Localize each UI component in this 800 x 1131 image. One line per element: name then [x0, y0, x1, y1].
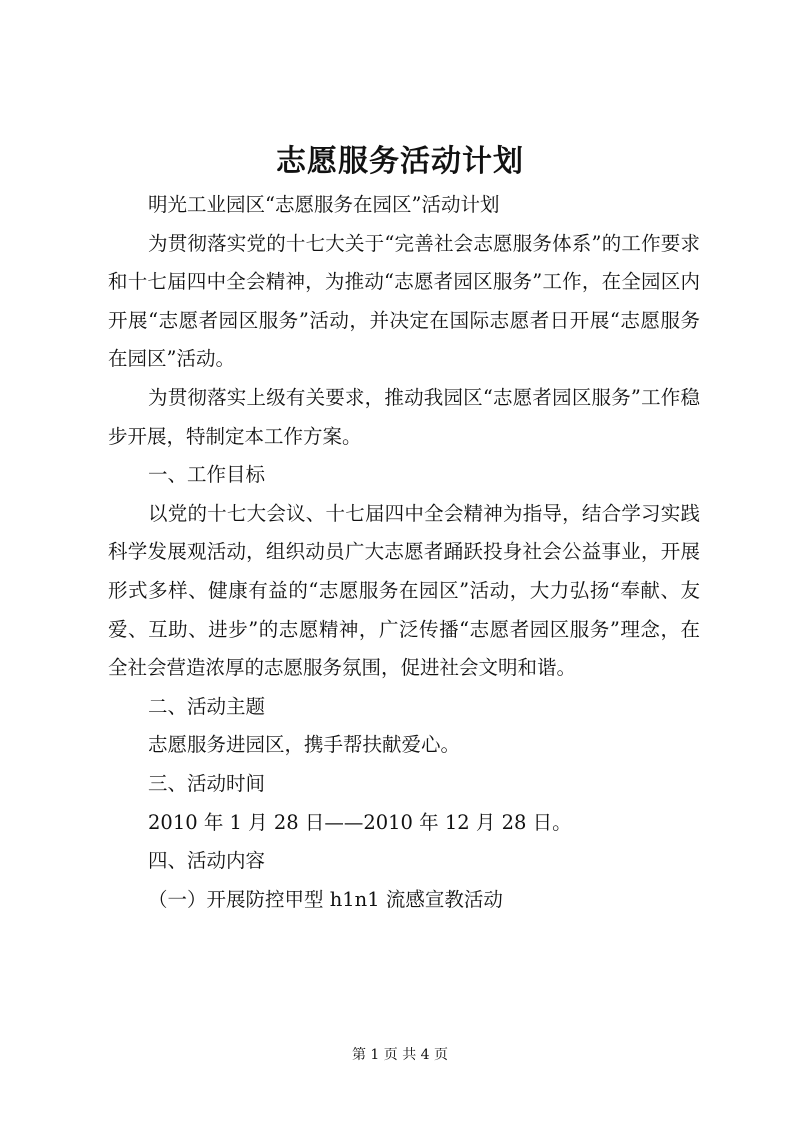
paragraph-subtitle: 明光工业园区“志愿服务在园区”活动计划: [148, 193, 500, 216]
section-heading-time: 三、活动时间: [148, 771, 266, 795]
section-heading-content: 四、活动内容: [148, 849, 266, 873]
document-body: [108, 186, 700, 919]
paragraph-intro: 为贯彻落实党的十七大关于“完善社会志愿服务体系”的工作要求和十七届四中全会精神，为推动“志愿者园区服务”工作，在全园区内开展“志愿者园区服务”活动，并决定在国际志愿者日开展“志愿服务在园区”活动。: [108, 231, 700, 371]
paragraph-theme: 志愿服务进园区，携手帮扶献爱心。: [148, 733, 461, 757]
paragraph-time: 2010 年 1 月 28 日——2010 年 12 月 28 日。: [148, 810, 572, 834]
section-heading-theme: 二、活动主题: [148, 694, 266, 718]
subsection-heading-flu: （一）开展防控甲型 h1n1 流感宣教活动: [148, 887, 503, 911]
paragraph-purpose: 为贯彻落实上级有关要求，推动我园区“志愿者园区服务”工作稳步开展，特制定本工作方案。: [108, 385, 700, 448]
section-heading-goals: 一、工作目标: [148, 463, 266, 487]
page-title: 志愿服务活动计划: [276, 144, 524, 179]
paragraph-goals: 以党的十七大会议、十七届四中全会精神为指导，结合学习实践科学发展观活动，组织动员广大志愿者踊跃投身社会公益事业，开展形式多样、健康有益的“志愿服务在园区”活动，大力弘扬“奉献、友爱、互助、进步”的志愿精神，广泛传播“志愿者园区服务”理念，在全社会营造浓厚的志愿服务氛围，促进社会文明和谐。: [108, 501, 700, 680]
page-footer: 第 1 页 共 4 页: [351, 1047, 449, 1063]
